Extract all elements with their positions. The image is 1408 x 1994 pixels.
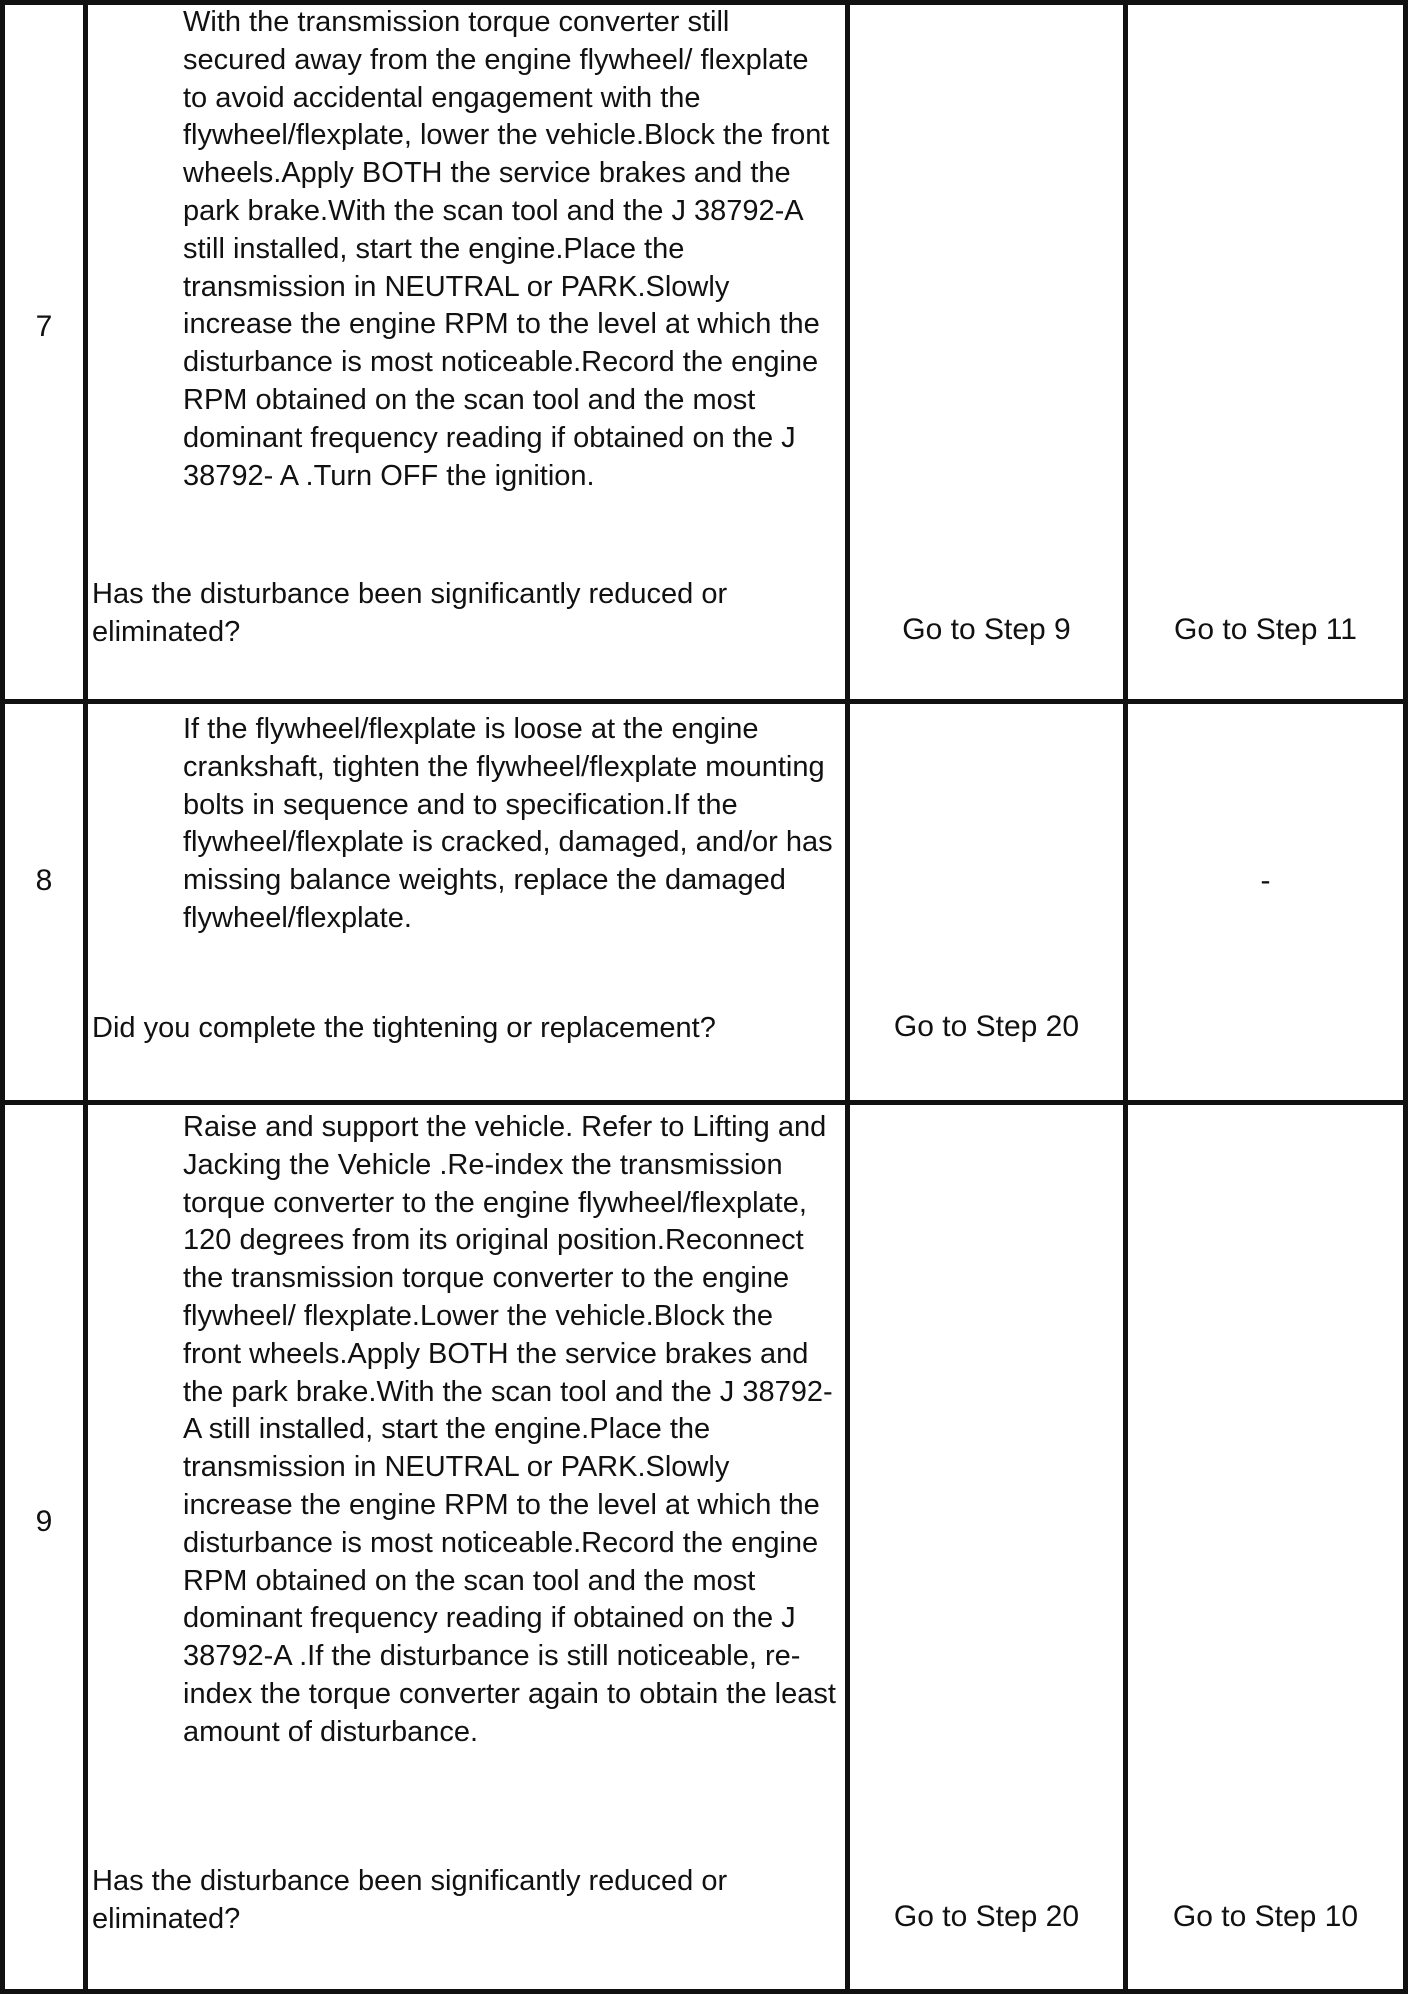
no-action: - — [1260, 864, 1271, 897]
table-row — [0, 704, 1408, 1100]
step-question: Did you complete the tightening or replacement? — [92, 1012, 716, 1044]
step-number: 8 — [35, 864, 53, 897]
step-instruction: With the transmission torque converter still secured away from the engine flywheel/ flexplate to avoid accidental engagement with the flywheel/flexplate, lower the vehicle.Block the front wheels.Apply BOTH the service brakes and the park brake.With the scan tool and the J 38792-A still installed, start the engine.Place the transmission in NEUTRAL or PARK.Slowly increase the engine RPM to the level at which the disturbance is most noticeable.Record the engine RPM obtained on the scan tool and the most dominant frequency reading if obtained on the J 38792- A .Turn OFF the ignition. — [183, 6, 830, 492]
table-row — [0, 1105, 1408, 1989]
no-action: Go to Step 11 — [1174, 613, 1357, 646]
step-number: 7 — [35, 310, 53, 343]
no-action: Go to Step 10 — [1172, 1900, 1359, 1933]
step-question: Has the disturbance been significantly reduced or eliminated? — [92, 578, 728, 648]
step-number: 9 — [35, 1505, 53, 1538]
step-instruction: Raise and support the vehicle. Refer to Lifting and Jacking the Vehicle .Re-index the transmission torque converter to the engine flywheel/flexplate, 120 degrees from its original position.Reconnect the transmission torque converter to the engine flywheel/ flexplate.Lower the vehicle.Block the front wheels.Apply BOTH the service brakes and the park brake.With the scan tool and the J 38792-A still installed, start the engine.Place the transmission in NEUTRAL or PARK.Slowly increase the engine RPM to the level at which the disturbance is most noticeable.Record the engine RPM obtained on the scan tool and the most dominant frequency reading if obtained on the J 38792-A .If the disturbance is still noticeable, re-index the torque converter again to obtain the least amount of disturbance. — [183, 1111, 836, 1748]
step-question: Has the disturbance been significantly reduced or eliminated? — [92, 1865, 728, 1935]
step-instruction: If the flywheel/flexplate is loose at the engine crankshaft, tighten the flywheel/flexplate mounting bolts in sequence and to specification.If the flywheel/flexplate is cracked, damaged, and/or has missing balance weights, replace the damaged flywheel/flexplate. — [183, 713, 833, 934]
yes-action: Go to Step 9 — [902, 613, 1071, 646]
grid-line — [0, 1989, 1408, 1994]
yes-action: Go to Step 20 — [893, 1010, 1080, 1043]
yes-action: Go to Step 20 — [893, 1900, 1080, 1933]
table-row — [0, 0, 1408, 704]
